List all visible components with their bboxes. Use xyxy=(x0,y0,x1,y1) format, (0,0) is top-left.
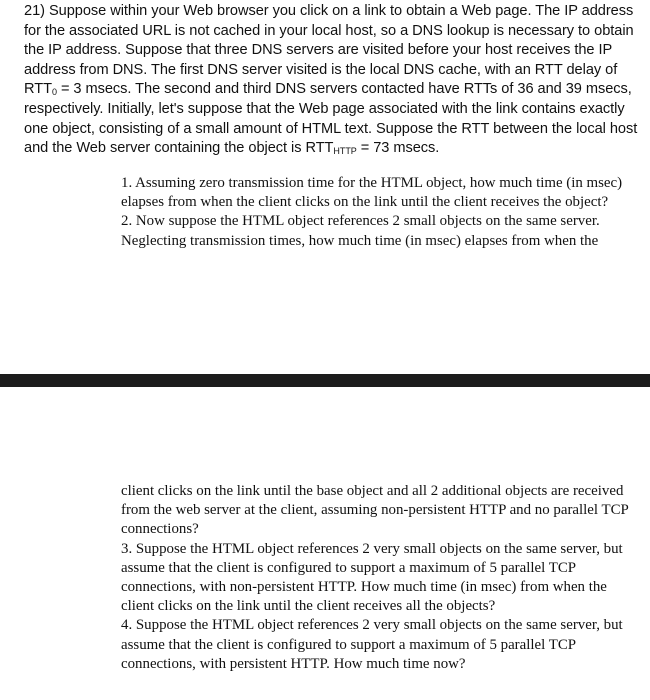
problem-text-part-1: Suppose within your Web browser you click on a link to obtain a Web page. The IP address for the associated URL is not cached in your local host, so a DNS lookup is necessary to obtain the IP address. Suppose that three DNS servers are visited before your host receives the IP address from DNS. The first DNS server visited is the local DNS cache, with an RTT delay of RTT xyxy=(24,3,634,98)
question-1: 1. Assuming zero transmission time for the HTML object, how much time (in msec) elapses from when the client clicks on the link until the client receives the object? xyxy=(121,175,623,211)
question-3: 3. Suppose the HTML object references 2 very small objects on the same server, but assume that the client is configured to support a maximum of 5 parallel TCP connections, with non-persistent HTTP. How much time (in msec) from when the client clicks on the link until the client receives all the objects? xyxy=(121,540,623,615)
rtt-http-subscript: HTTP xyxy=(333,146,357,157)
rtt-0-subscript: 0 xyxy=(51,87,57,98)
problem-text-part-3: = 73 msecs. xyxy=(356,140,440,157)
question-2-start: 2. Now suppose the HTML object references 2 small objects on the same server. Neglecting transmission times, how much time (in msec) elapses from when the xyxy=(121,213,600,249)
problem-statement xyxy=(24,2,644,159)
problem-text-part-2: = 3 msecs. The second and third DNS servers contacted have RTTs of 36 and 39 msecs, respectively. Initially, let's suppose that the Web page associated with the link contains exactly one object, consisting of a small amount of HTML text. Suppose the RTT between the local host and the Web server containing the object is RTT xyxy=(24,81,638,157)
page-break-divider xyxy=(0,374,650,387)
question-2-end: client clicks on the link until the base object and all 2 additional objects are received from the web server at the client, assuming non-persistent HTTP and no parallel TCP connections? xyxy=(121,483,629,538)
problem-number: 21) xyxy=(24,3,45,19)
questions-top-page xyxy=(121,174,643,251)
question-4: 4. Suppose the HTML object references 2 very small objects on the same server, but assume that the client is configured to support a maximum of 5 parallel TCP connections, with persistent HTTP. How much time now? xyxy=(121,617,623,672)
questions-bottom-page xyxy=(121,482,643,674)
